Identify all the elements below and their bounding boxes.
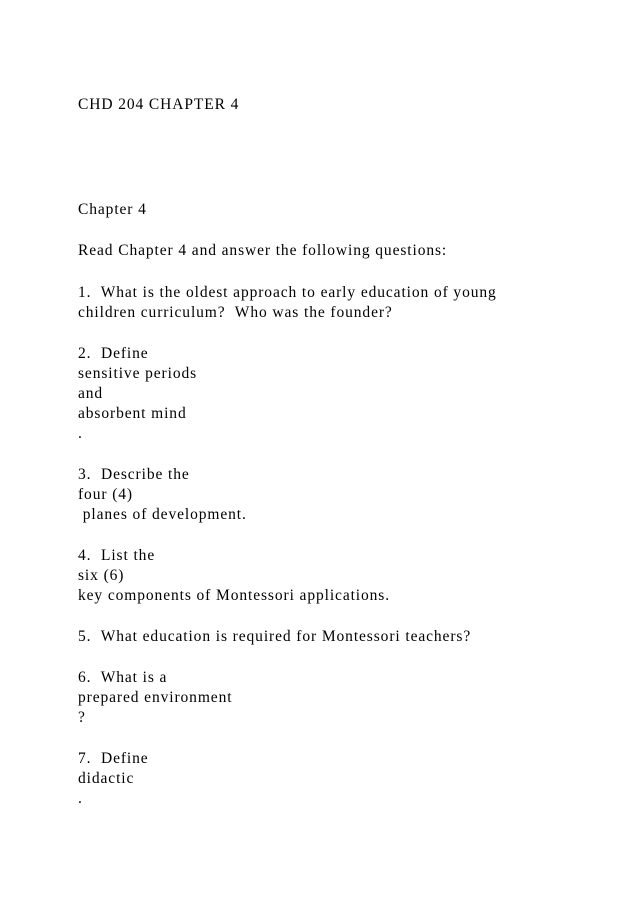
question-2-line-1: 2. Define bbox=[78, 345, 149, 362]
chapter-heading: Chapter 4 bbox=[78, 201, 147, 218]
question-7-line-1: 7. Define bbox=[78, 750, 149, 767]
question-7-line-3: . bbox=[78, 790, 83, 807]
question-3-line-1: 3. Describe the bbox=[78, 466, 190, 483]
question-7-line-2: didactic bbox=[78, 770, 135, 787]
question-4-line-1: 4. List the bbox=[78, 547, 156, 564]
question-3-line-2: four (4) bbox=[78, 486, 133, 503]
question-3-line-3: planes of development. bbox=[78, 506, 247, 523]
question-1-line-1: 1. What is the oldest approach to early education of young bbox=[78, 284, 497, 301]
question-2-line-4: absorbent mind bbox=[78, 405, 187, 422]
document-title: CHD 204 CHAPTER 4 bbox=[78, 96, 240, 113]
question-6-line-1: 6. What is a bbox=[78, 669, 168, 686]
question-6-line-3: ? bbox=[78, 709, 86, 726]
question-4-line-3: key components of Montessori applications. bbox=[78, 587, 391, 604]
question-2-line-2: sensitive periods bbox=[78, 365, 198, 382]
question-5-line-1: 5. What education is required for Montessori teachers? bbox=[78, 628, 472, 645]
question-4-line-2: six (6) bbox=[78, 567, 125, 584]
question-2-line-3: and bbox=[78, 385, 104, 402]
question-1-line-2: children curriculum? Who was the founder? bbox=[78, 304, 393, 321]
question-6-line-2: prepared environment bbox=[78, 689, 233, 706]
instructions-text: Read Chapter 4 and answer the following questions: bbox=[78, 242, 448, 259]
question-2-line-5: . bbox=[78, 425, 83, 442]
